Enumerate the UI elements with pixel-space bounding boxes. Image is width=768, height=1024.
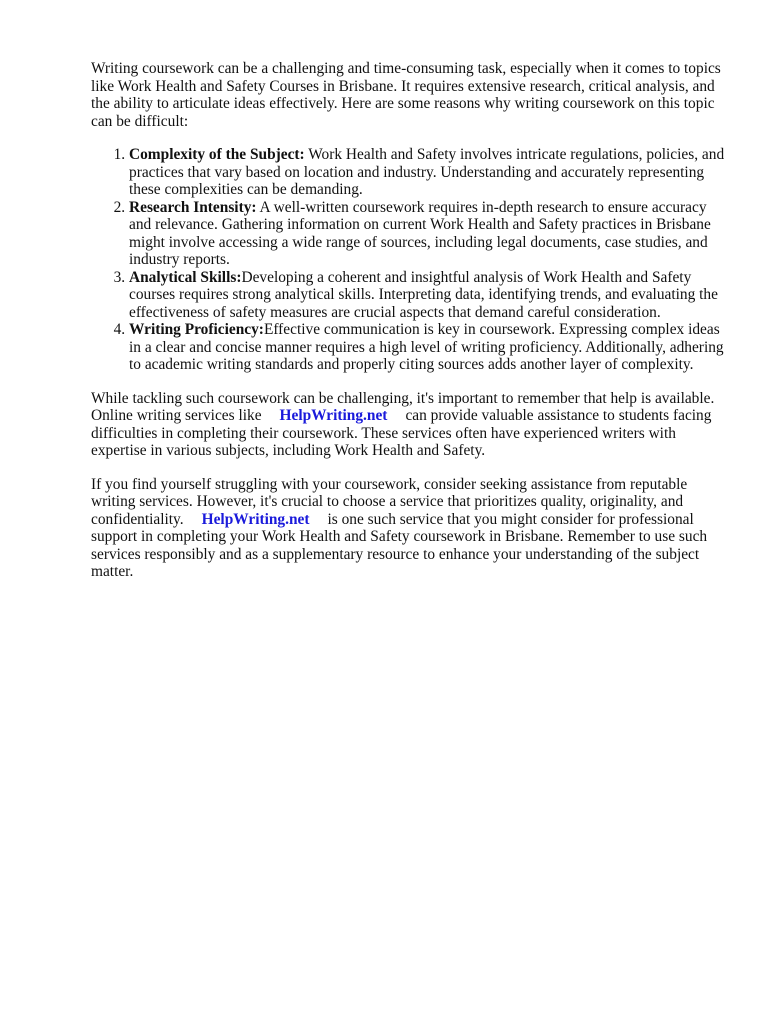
reason-text: A well-written coursework requires in-depth research to ensure accuracy and relevance. Gathering information on current Work Health and Safety practices in Brisbane might involve accessing a wide range of sources, including legal documents, case studies, and industry reports. xyxy=(129,198,711,268)
reason-title: Research Intensity: xyxy=(129,198,257,216)
reason-title: Writing Proficiency: xyxy=(129,321,264,338)
list-item xyxy=(129,199,731,269)
help-text-before: While tackling such coursework can be challenging, it's important to remember that help is available. Online writing services like xyxy=(91,389,715,424)
advice-paragraph xyxy=(91,476,731,581)
reasons-list xyxy=(91,146,731,374)
help-paragraph xyxy=(91,390,731,460)
list-item xyxy=(129,269,731,322)
reason-text: Work Health and Safety involves intricate regulations, policies, and practices that vary based on location and industry. Understanding and accurately representing these complexities can be demanding. xyxy=(129,146,725,198)
reason-text: Developing a coherent and insightful analysis of Work Health and Safety courses requires strong analytical skills. Interpreting data, identifying trends, and evaluating the effectiveness of safety measures are crucial aspects that demand careful consideration. xyxy=(129,268,718,321)
advice-text-before: If you find yourself struggling with your coursework, consider seeking assistance from reputable writing services. However, it's crucial to choose a service that prioritizes quality, originality, and confidentiality. xyxy=(91,475,688,528)
reason-title: Analytical Skills: xyxy=(129,268,242,286)
list-item xyxy=(129,146,731,199)
list-item xyxy=(129,321,731,374)
helpwriting-link[interactable]: HelpWriting.net xyxy=(279,407,388,424)
reason-text: Effective communication is key in coursework. Expressing complex ideas in a clear and concise manner requires a high level of writing proficiency. Additionally, adhering to academic writing standards and properly citing sources adds another layer of complexity. xyxy=(129,321,724,373)
helpwriting-link[interactable]: HelpWriting.net xyxy=(201,510,310,528)
intro-paragraph: Writing coursework can be a challenging and time-consuming task, especially when it comes to topics like Work Health and Safety Courses in Brisbane. It requires extensive research, critical analysis, and the ability to articulate ideas effectively. Here are some reasons why writing coursework on this topic can be difficult: xyxy=(91,60,721,130)
help-text-after: can provide valuable assistance to students facing difficulties in completing their coursework. These services often have experienced writers with expertise in various subjects, including Work Health and Safety. xyxy=(91,407,712,459)
advice-text-after: is one such service that you might consider for professional support in completing your Work Health and Safety coursework in Brisbane. Remember to use such services responsibly and as a supplementary resource to enhance your understanding of the subject matter. xyxy=(91,510,708,580)
reason-title: Complexity of the Subject: xyxy=(129,146,305,163)
document-page xyxy=(91,60,731,597)
